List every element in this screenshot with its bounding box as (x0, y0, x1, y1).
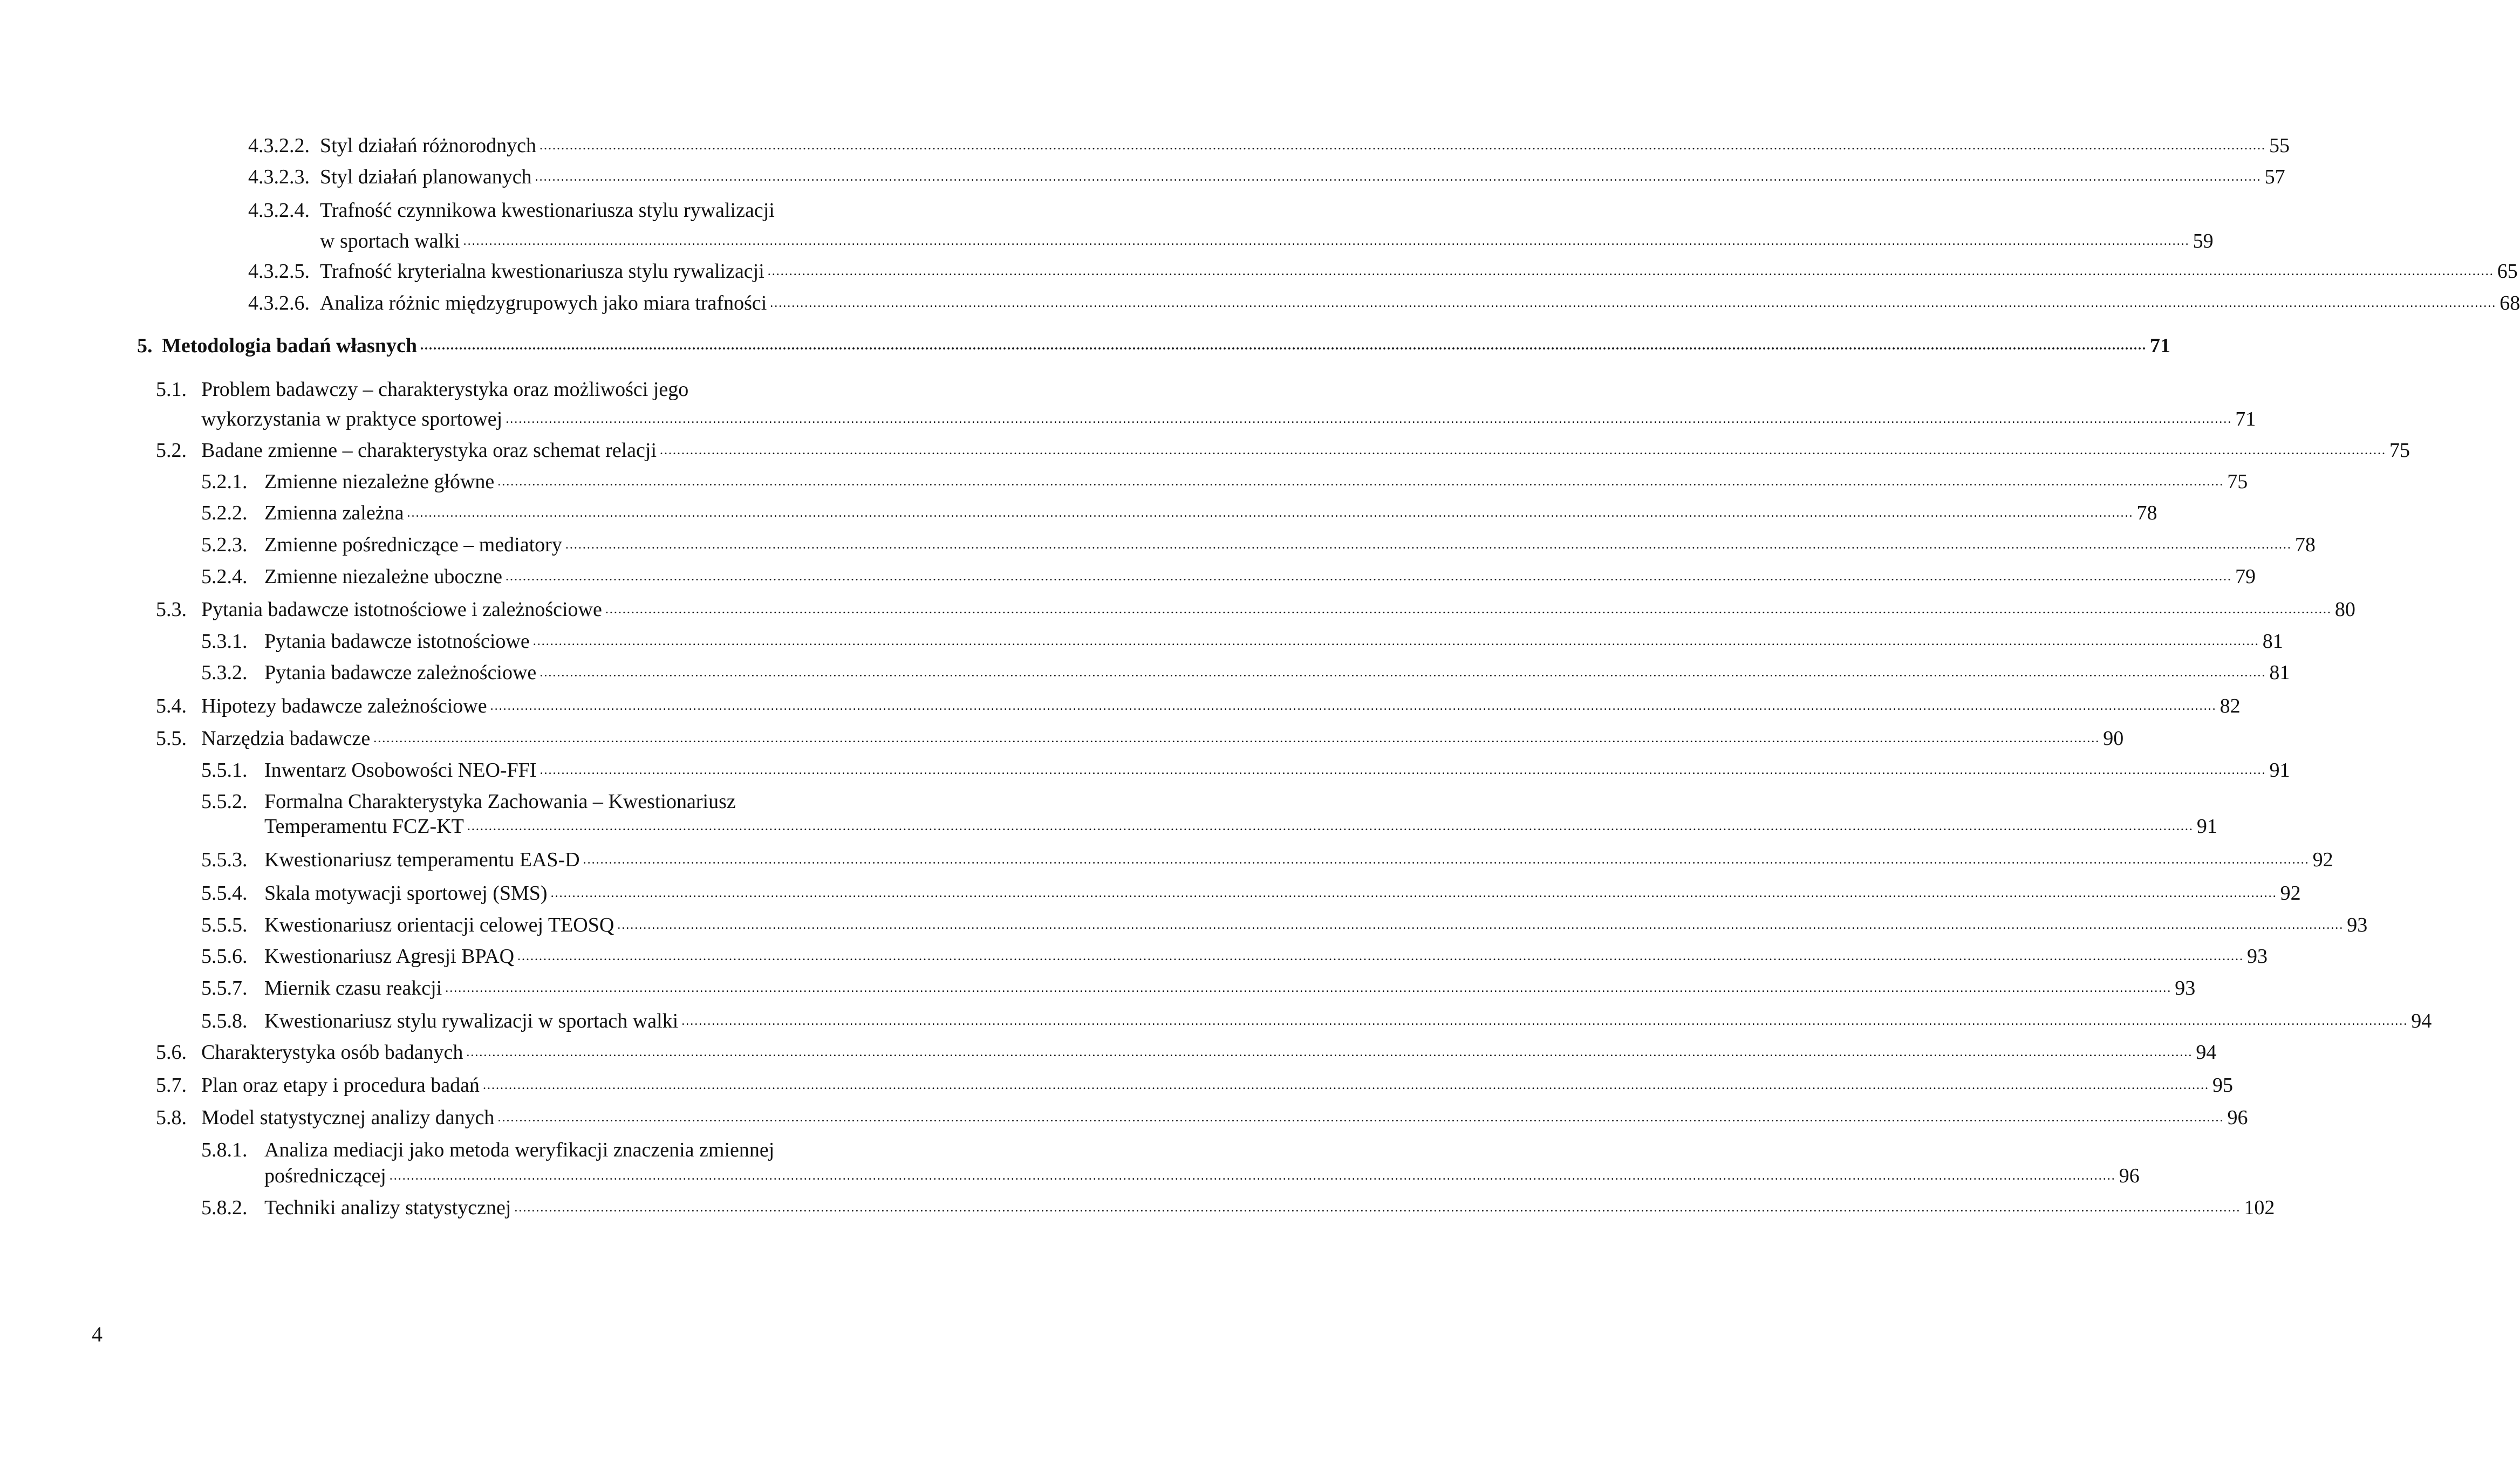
dot-leader: ................................................................................................................................................................................................................................................................................................................................................................................................................ (660, 443, 2387, 457)
section-number: 5.5.2. (201, 790, 248, 813)
page-ref: 79 (2235, 565, 2256, 588)
toc-entry (248, 164, 2285, 190)
page-ref: 78 (2294, 533, 2316, 556)
section-number: 5.3.2. (201, 661, 248, 684)
section-title: Trafność czynnikowa kwestionariusza stylu rywalizacji (320, 199, 775, 222)
page-ref: 65 (2497, 260, 2518, 283)
section-title: Badane zmienne – charakterystyka oraz schemat relacji (201, 439, 657, 462)
toc-entry (248, 197, 890, 223)
page-ref: 75 (2389, 439, 2410, 462)
page-ref: 71 (2149, 334, 2170, 357)
page-ref: 57 (2264, 166, 2285, 188)
dot-leader: ................................................................................................................................................................................................................................................................................................................................................................................................................ (539, 763, 2266, 777)
dot-leader: ................................................................................................................................................................................................................................................................................................................................................................................................................ (681, 1014, 2408, 1028)
page-ref: 91 (2269, 759, 2290, 782)
section-number: 5.6. (156, 1041, 187, 1064)
dot-leader: ................................................................................................................................................................................................................................................................................................................................................................................................................ (583, 853, 2310, 867)
dot-leader: ................................................................................................................................................................................................................................................................................................................................................................................................................ (420, 339, 2147, 353)
section-title: Kwestionariusz stylu rywalizacji w sportach walki (264, 1010, 679, 1032)
page-ref: 80 (2334, 598, 2355, 621)
section-title: Kwestionariusz temperamentu EAS-D (264, 848, 580, 871)
section-title: Pytania badawcze istotnościowe i zależnościowe (201, 598, 602, 621)
section-title: Formalna Charakterystyka Zachowania – Kwestionariusz (264, 790, 736, 813)
toc-entry-continuation (201, 406, 2256, 432)
section-number: 5.1. (156, 378, 187, 401)
page-ref: 68 (2499, 292, 2520, 314)
toc-entry (248, 133, 2290, 159)
section-number: 5. (137, 334, 153, 357)
section-title: Plan oraz etapy i procedura badań (201, 1074, 480, 1097)
section-number: 5.8.1. (201, 1139, 248, 1161)
section-title: Zmienna zależna (264, 502, 404, 524)
dot-leader: ................................................................................................................................................................................................................................................................................................................................................................................................................ (505, 570, 2232, 584)
section-title: Trafność kryterialna kwestionariusza stylu rywalizacji (320, 260, 764, 283)
page-number: 4 (92, 1322, 103, 1346)
toc-entry (201, 789, 890, 814)
section-title: Pytania badawcze zależnościowe (264, 661, 537, 684)
page-ref: 91 (2196, 815, 2217, 838)
toc-entry (201, 628, 2283, 654)
section-number: 5.5. (156, 727, 187, 750)
page-ref: 96 (2119, 1165, 2140, 1187)
page-ref: 94 (2196, 1041, 2217, 1064)
section-title: Pytania badawcze istotnościowe (264, 630, 530, 653)
dot-leader: ................................................................................................................................................................................................................................................................................................................................................................................................................ (467, 819, 2194, 833)
toc-entry (248, 290, 2520, 316)
page-ref: 81 (2269, 661, 2290, 684)
section-number: 5.2. (156, 439, 187, 462)
section-number: 5.7. (156, 1074, 187, 1097)
section-title: Problem badawczy – charakterystyka oraz możliwości jego (201, 378, 689, 401)
section-title: Charakterystyka osób badanych (201, 1041, 463, 1064)
section-number: 4.3.2.5. (248, 260, 310, 283)
section-number: 5.5.6. (201, 945, 248, 968)
dot-leader: ................................................................................................................................................................................................................................................................................................................................................................................................................ (539, 139, 2266, 153)
dot-leader: ................................................................................................................................................................................................................................................................................................................................................................................................................ (407, 506, 2134, 520)
section-title: Zmienne niezależne główne (264, 470, 495, 493)
page-ref: 78 (2136, 502, 2157, 524)
toc-entry (156, 693, 2241, 719)
toc-entry (156, 1039, 2217, 1065)
section-number: 5.5.8. (201, 1010, 248, 1032)
toc-entry (201, 880, 2301, 906)
toc-entry (201, 564, 2256, 590)
section-title: Model statystycznej analizy danych (201, 1106, 495, 1129)
section-number: 5.2.1. (201, 470, 248, 493)
section-title: Analiza różnic międzygrupowych jako miara trafności (320, 292, 767, 314)
toc-entry (156, 437, 2410, 463)
toc-entry (156, 725, 2124, 751)
toc-entry (156, 376, 890, 402)
page-ref: 102 (2244, 1196, 2275, 1219)
page-ref: 95 (2212, 1074, 2233, 1097)
dot-leader: ................................................................................................................................................................................................................................................................................................................................................................................................................ (373, 731, 2100, 745)
section-title: Kwestionariusz Agresji BPAQ (264, 945, 515, 968)
toc-entry-continuation (264, 1163, 2140, 1189)
section-title: Inwentarz Osobowości NEO-FFI (264, 759, 537, 782)
toc-entry (201, 847, 2333, 873)
dot-leader: ................................................................................................................................................................................................................................................................................................................................................................................................................ (605, 603, 2332, 617)
page-ref: 93 (2347, 914, 2368, 936)
dot-leader: ................................................................................................................................................................................................................................................................................................................................................................................................................ (506, 412, 2232, 426)
toc-entry (201, 1195, 2275, 1221)
toc-entry (156, 597, 2355, 622)
page-ref: 90 (2103, 727, 2124, 750)
section-title: Hipotezy badawcze zależnościowe (201, 695, 487, 717)
section-number: 5.8. (156, 1106, 187, 1129)
dot-leader: ................................................................................................................................................................................................................................................................................................................................................................................................................ (445, 981, 2172, 995)
toc-entry (201, 1137, 890, 1163)
page-ref: 92 (2312, 848, 2333, 871)
section-title: Zmienne pośredniczące – mediatory (264, 533, 562, 556)
toc-entry (201, 1008, 2432, 1034)
page-ref: 81 (2262, 630, 2283, 653)
dot-leader: ................................................................................................................................................................................................................................................................................................................................................................................................................ (497, 475, 2224, 489)
toc-entry (248, 258, 2518, 284)
dot-leader: ................................................................................................................................................................................................................................................................................................................................................................................................................ (463, 234, 2190, 248)
page-ref: 82 (2219, 695, 2241, 717)
section-title: Kwestionariusz orientacji celowej TEOSQ (264, 914, 614, 936)
page-ref: 94 (2411, 1010, 2432, 1032)
section-title: Zmienne niezależne uboczne (264, 565, 502, 588)
section-title: Narzędzia badawcze (201, 727, 371, 750)
section-number: 5.5.3. (201, 848, 248, 871)
toc-entry (201, 660, 2290, 686)
section-title: Miernik czasu reakcji (264, 977, 442, 999)
page-ref: 92 (2280, 882, 2301, 905)
section-number: 5.5.1. (201, 759, 248, 782)
dot-leader: ................................................................................................................................................................................................................................................................................................................................................................................................................ (517, 949, 2244, 963)
dot-leader: ................................................................................................................................................................................................................................................................................................................................................................................................................ (770, 296, 2497, 310)
dot-leader: ................................................................................................................................................................................................................................................................................................................................................................................................................ (514, 1201, 2241, 1215)
dot-leader: ................................................................................................................................................................................................................................................................................................................................................................................................................ (767, 264, 2494, 278)
toc-entry-continuation (264, 813, 2217, 839)
toc-entry (201, 500, 2157, 526)
section-title: w sportach walki (320, 230, 460, 252)
section-number: 5.2.2. (201, 502, 248, 524)
section-title: Analiza mediacji jako metoda weryfikacji znaczenia zmiennej (264, 1139, 775, 1161)
page-ref: 93 (2247, 945, 2268, 968)
section-number: 5.5.5. (201, 914, 248, 936)
section-title: Techniki analizy statystycznej (264, 1196, 511, 1219)
toc-entry (137, 333, 2170, 359)
page-ref: 96 (2227, 1106, 2248, 1129)
dot-leader: ................................................................................................................................................................................................................................................................................................................................................................................................................ (466, 1045, 2193, 1059)
dot-leader: ................................................................................................................................................................................................................................................................................................................................................................................................................ (617, 918, 2344, 932)
dot-leader: ................................................................................................................................................................................................................................................................................................................................................................................................................ (482, 1078, 2209, 1092)
toc-entry (201, 757, 2290, 783)
toc-entry (201, 532, 2316, 558)
section-number: 4.3.2.3. (248, 166, 310, 188)
dot-leader: ................................................................................................................................................................................................................................................................................................................................................................................................................ (389, 1169, 2116, 1183)
page-ref: 59 (2193, 230, 2214, 252)
section-number: 4.3.2.2. (248, 134, 310, 157)
page-ref: 75 (2227, 470, 2248, 493)
dot-leader: ................................................................................................................................................................................................................................................................................................................................................................................................................ (535, 170, 2262, 184)
section-number: 5.5.7. (201, 977, 248, 999)
dot-leader: ................................................................................................................................................................................................................................................................................................................................................................................................................ (539, 666, 2266, 680)
section-title: Skala motywacji sportowej (SMS) (264, 882, 548, 905)
section-title: Styl działań różnorodnych (320, 134, 537, 157)
section-title: Temperamentu FCZ-KT (264, 815, 464, 838)
toc-entry (201, 943, 2268, 969)
section-number: 5.4. (156, 695, 187, 717)
section-title: pośredniczącej (264, 1165, 386, 1187)
dot-leader: ................................................................................................................................................................................................................................................................................................................................................................................................................ (550, 886, 2277, 900)
section-title: wykorzystania w praktyce sportowej (201, 408, 503, 430)
toc-entry (156, 1072, 2233, 1098)
toc-entry (156, 1105, 2248, 1131)
section-number: 4.3.2.4. (248, 199, 310, 222)
dot-leader: ................................................................................................................................................................................................................................................................................................................................................................................................................ (490, 699, 2217, 713)
section-number: 5.8.2. (201, 1196, 248, 1219)
section-number: 5.3. (156, 598, 187, 621)
section-number: 4.3.2.6. (248, 292, 310, 314)
dot-leader: ................................................................................................................................................................................................................................................................................................................................................................................................................ (532, 634, 2259, 648)
toc-entry-continuation (320, 228, 2214, 254)
section-number: 5.2.3. (201, 533, 248, 556)
section-number: 5.2.4. (201, 565, 248, 588)
dot-leader: ................................................................................................................................................................................................................................................................................................................................................................................................................ (497, 1111, 2224, 1125)
toc-entry (201, 975, 2196, 1001)
toc-entry (201, 469, 2248, 495)
section-number: 5.5.4. (201, 882, 248, 905)
toc-entry (201, 912, 2368, 938)
dot-leader: ................................................................................................................................................................................................................................................................................................................................................................................................................ (565, 538, 2292, 552)
page-ref: 71 (2235, 408, 2256, 430)
section-title: Metodologia badań własnych (162, 334, 417, 357)
page-ref: 55 (2269, 134, 2290, 157)
section-title: Styl działań planowanych (320, 166, 532, 188)
section-number: 5.3.1. (201, 630, 248, 653)
page-ref: 93 (2175, 977, 2196, 999)
